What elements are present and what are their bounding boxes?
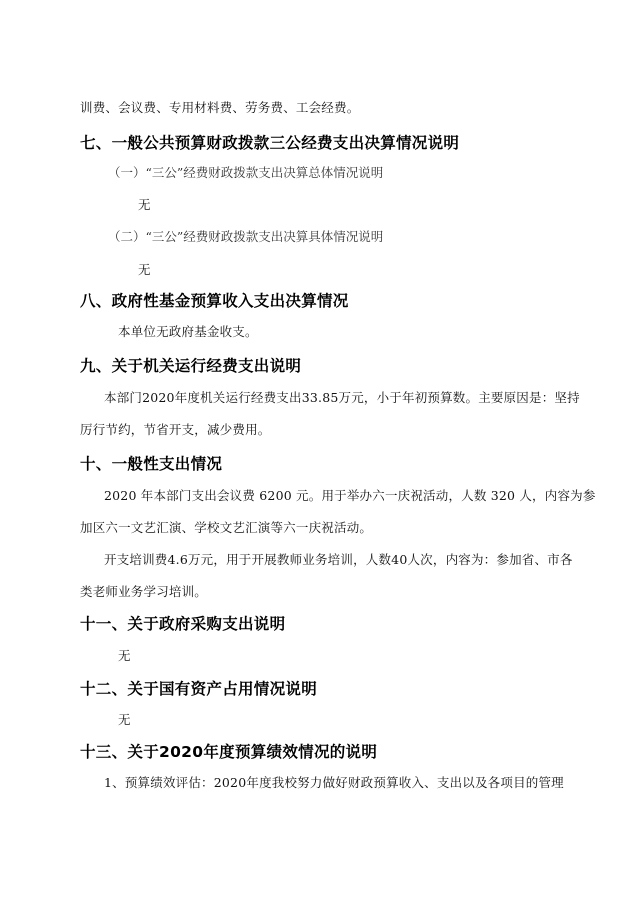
- paragraph-text: 2020 年本部门支出会议费 6200 元。用于举办六一庆祝活动，人数 320 人，内容为参: [104, 488, 596, 503]
- paragraph-text: 加区六一文艺汇演、学校文艺汇演等六一庆祝活动。: [80, 520, 373, 535]
- paragraph-text: 无: [118, 712, 131, 727]
- paragraph-text: 无: [138, 262, 151, 277]
- paragraph-text: 本单位无政府基金收支。: [118, 324, 258, 339]
- paragraph-text: 无: [118, 648, 131, 663]
- section-heading-8: 八、政府性基金预算收入支出决算情况: [80, 292, 349, 310]
- paragraph-text: 无: [138, 197, 151, 212]
- subsection-heading: （二）“三公”经费财政拨款支出决算具体情况说明: [108, 229, 384, 244]
- section-heading-12: 十二、关于国有资产占用情况说明: [80, 680, 318, 698]
- section-heading-7: 七、一般公共预算财政拨款三公经费支出决算情况说明: [80, 134, 460, 152]
- paragraph-text: 厉行节约，节省开支，减少费用。: [80, 422, 271, 437]
- section-heading-11: 十一、关于政府采购支出说明: [80, 615, 286, 633]
- paragraph-text: 类老师业务学习培训。: [80, 584, 208, 599]
- section-heading-9: 九、关于机关运行经费支出说明: [80, 357, 302, 375]
- paragraph-text: 训费、会议费、专用材料费、劳务费、工会经费。: [80, 100, 360, 115]
- subsection-heading: （一）“三公”经费财政拨款支出决算总体情况说明: [108, 165, 384, 180]
- section-heading-13: 十三、关于2020年度预算绩效情况的说明: [80, 743, 378, 761]
- paragraph-text: 本部门2020年度机关运行经费支出33.85万元，小于年初预算数。主要原因是：坚持: [104, 390, 580, 405]
- paragraph-text: 开支培训费4.6万元，用于开展教师业务培训，人数40人次，内容为：参加省、市各: [104, 552, 573, 567]
- section-heading-10: 十、一般性支出情况: [80, 455, 223, 473]
- paragraph-text: 1、预算绩效评估：2020年度我校努力做好财政预算收入、支出以及各项目的管理: [104, 775, 564, 790]
